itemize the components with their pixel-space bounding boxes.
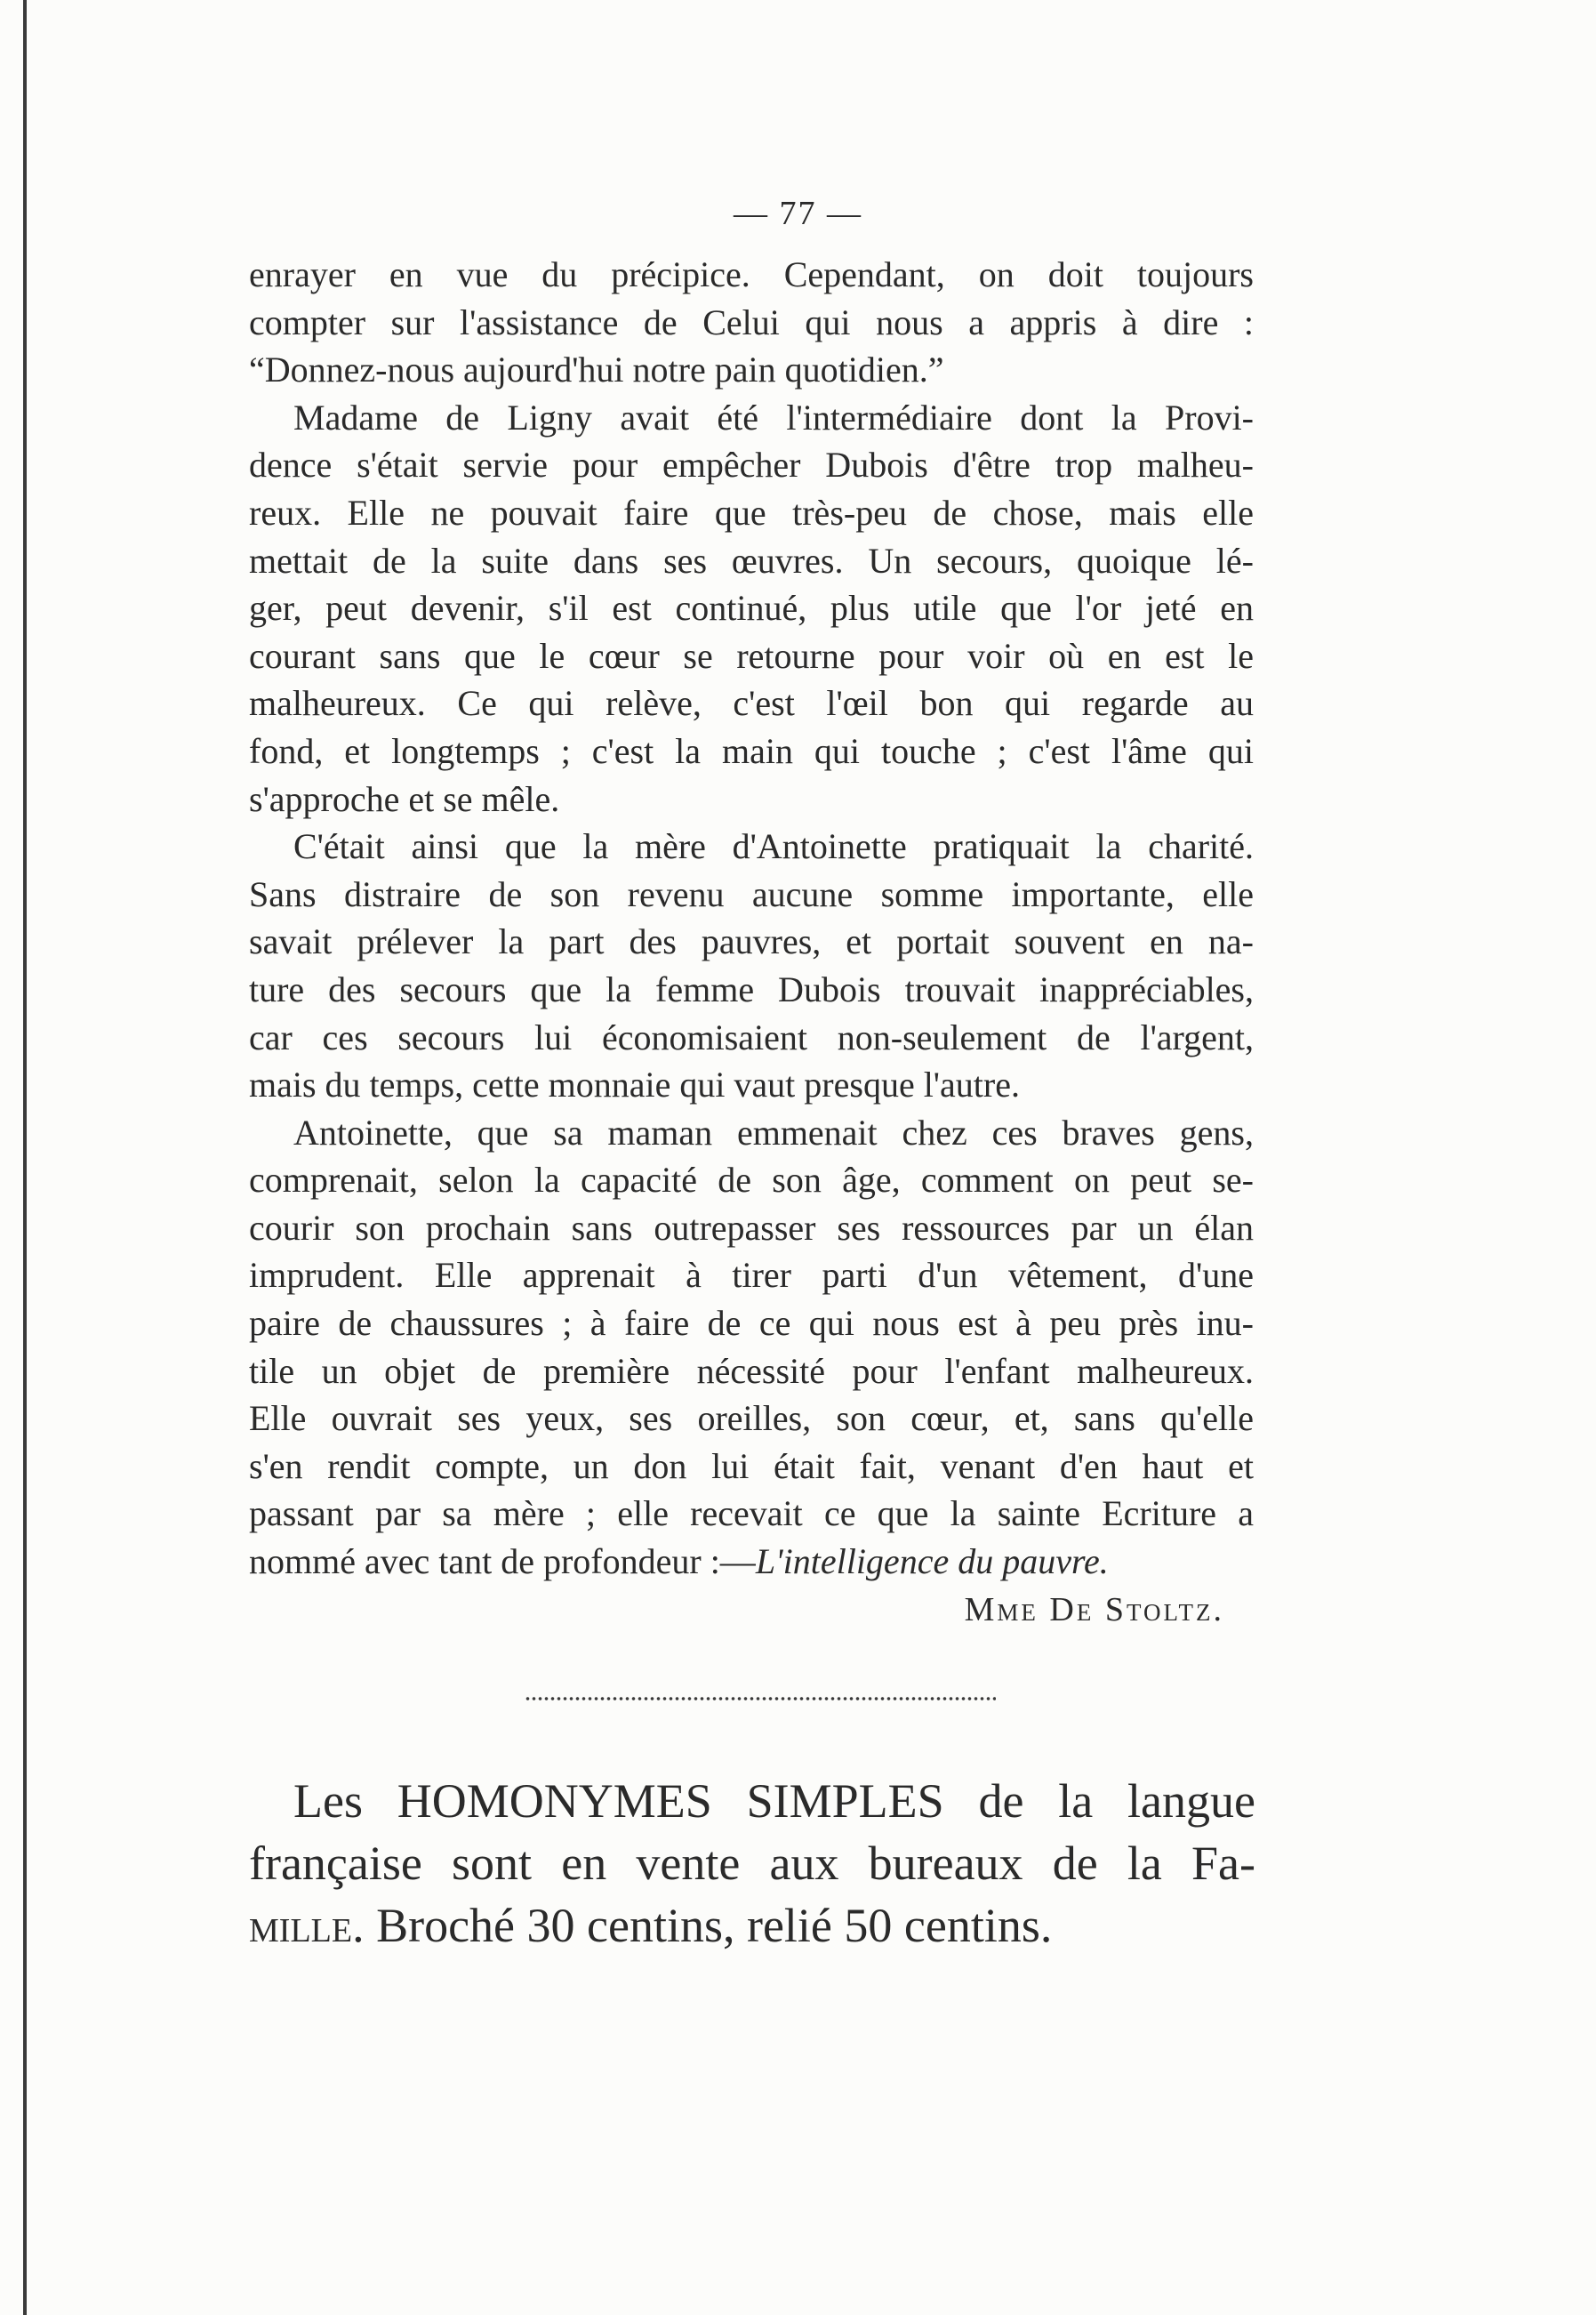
text-line: mais du temps, cette monnaie qui vaut presque l'autre.: [249, 1065, 1020, 1105]
text-line-final: [249, 1538, 1254, 1586]
text-line: courant sans que le cœur se retourne pour voir où en est le: [249, 635, 1254, 676]
paragraph-4: [249, 1109, 1254, 1586]
text-line: passant par sa mère ; elle recevait ce que la sainte Ecriture a: [249, 1493, 1254, 1534]
text-line: C'était ainsi que la mère d'Antoinette pratiquait la charité.: [293, 826, 1254, 867]
text-line: “Donnez-nous aujourd'hui notre pain quotidien.”: [249, 350, 944, 390]
text-line: mettait de la suite dans ses œuvres. Un secours, quoique lé-: [249, 540, 1254, 581]
page-number: — 77 —: [734, 195, 862, 232]
text-line: s'en rendit compte, un don lui était fait, venant d'en haut et: [249, 1445, 1254, 1486]
page-edge-line: [23, 0, 27, 2315]
text-line: Elle ouvrait ses yeux, ses oreilles, son cœur, et, sans qu'elle: [249, 1398, 1254, 1439]
text-line: savait prélever la part des pauvres, et portait souvent en na-: [249, 921, 1254, 962]
advert-line-final: [249, 1894, 1255, 1957]
advert-line: Les HOMONYMES SIMPLES de la langue: [293, 1774, 1255, 1828]
text-line: compter sur l'assistance de Celui qui nous a appris à dire :: [249, 301, 1254, 342]
text-line: Madame de Ligny avait été l'intermédiaire dont la Provi-: [293, 397, 1254, 438]
italic-quote: L'intelligence du pauvre.: [755, 1541, 1109, 1582]
paragraph-1: [249, 251, 1254, 394]
text-line: enrayer en vue du précipice. Cependant, on doit toujours: [249, 254, 1254, 294]
text-line: comprenait, selon la capacité de son âge, comment on peut se-: [249, 1160, 1254, 1201]
paragraph-3: [249, 823, 1254, 1109]
text-line-prefix: nommé avec tant de profondeur :—: [249, 1541, 756, 1582]
author-signature: Mme De Stoltz.: [964, 1591, 1224, 1628]
text-line: imprudent. Elle apprenait à tirer parti d'un vêtement, d'une: [249, 1255, 1254, 1296]
text-line: s'approche et se mêle.: [249, 778, 560, 819]
paragraph-2: [249, 394, 1254, 823]
text-line: dence s'était servie pour empêcher Dubois d'être trop malheu-: [249, 445, 1254, 486]
text-line: malheureux. Ce qui relève, c'est l'œil bon qui regarde au: [249, 683, 1254, 724]
text-line: ture des secours que la femme Dubois trouvait inappréciables,: [249, 969, 1254, 1009]
text-line: ger, peut devenir, s'il est continué, plus utile que l'or jeté en: [249, 588, 1254, 629]
advert-smallcaps: mille.: [249, 1899, 365, 1952]
text-line: reux. Elle ne pouvait faire que très-peu de chose, mais elle: [249, 492, 1254, 533]
text-line: fond, et longtemps ; c'est la main qui touche ; c'est l'âme qui: [249, 730, 1254, 771]
text-line: tile un objet de première nécessité pour l'enfant malheureux.: [249, 1350, 1254, 1391]
text-line: car ces secours lui économisaient non-seulement de l'argent,: [249, 1017, 1254, 1057]
dotted-separator: [525, 1696, 996, 1701]
text-line: Sans distraire de son revenu aucune somme importante, elle: [249, 873, 1254, 914]
text-line: paire de chaussures ; à faire de ce qui nous est à peu près inu-: [249, 1303, 1254, 1344]
article-body: [249, 251, 1254, 1586]
advert-line: française sont en vente aux bureaux de la Fa-: [249, 1837, 1255, 1890]
text-line: courir son prochain sans outrepasser ses ressources par un élan: [249, 1207, 1254, 1248]
advertisement-notice: [249, 1770, 1255, 1957]
text-line: Antoinette, que sa maman emmenait chez ces braves gens,: [293, 1112, 1254, 1153]
advert-price-text: Broché 30 centins, relié 50 centins.: [364, 1899, 1053, 1952]
